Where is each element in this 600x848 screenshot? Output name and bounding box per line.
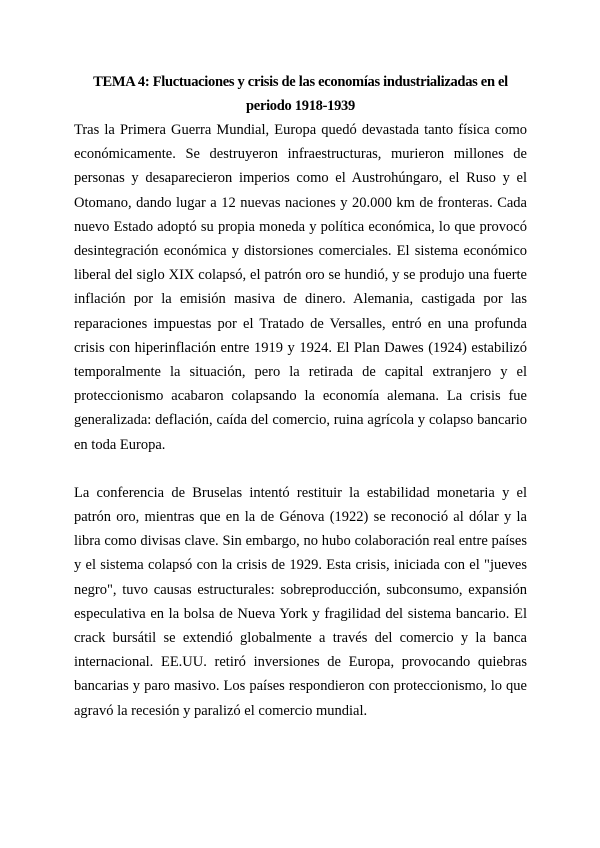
document-title: TEMA 4: Fluctuaciones y crisis de las economías industrializadas en el periodo 1918-1939 [93,74,508,114]
paragraph-postwar-europe: Tras la Primera Guerra Mundial, Europa quedó devastada tanto física como económicamente. Se destruyeron infraestructuras, murieron millones de personas y desaparecieron imperios como el Austrohúngaro, el Ruso y el Otomano, dando lugar a 12 nuevas naciones y 20.000 km de fronteras. Cada nuevo Estado adoptó su propia moneda y política económica, lo que provocó desintegración económica y distorsiones comerciales. El sistema económico liberal del siglo XIX colapsó, el patrón oro se hundió, y se produjo una fuerte inflación por la emisión masiva de dinero. Alemania, castigada por las reparaciones impuestas por el Tratado de Versalles, entró en una profunda crisis con hiperinflación entre 1919 y 1924. El Plan Dawes (1924) estabilizó temporalmente la situación, pero la retirada de capital extranjero y el proteccionismo acabaron colapsando la economía alemana. La crisis fue generalizada: deflación, caída del comercio, ruina agrícola y colapso bancario en toda Europa. [74,122,527,453]
document-page [74,70,527,723]
paragraph-1929-crisis: La conferencia de Bruselas intentó restituir la estabilidad monetaria y el patrón oro, mientras que en la de Génova (1922) se reconoció al dólar y la libra como divisas clave. Sin embargo, no hubo colaboración real entre países y el sistema colapsó con la crisis de 1929. Esta crisis, iniciada con el "jueves negro", tuvo causas estructurales: sobreproducción, subconsumo, expansión especulativa en la bolsa de Nueva York y fragilidad del sistema bancario. El crack bursátil se extendió globalmente a través del comercio y la banca internacional. EE.UU. retiró inversiones de Europa, provocando quiebras bancarias y paro masivo. Los países respondieron con proteccionismo, lo que agravó la recesión y paralizó el comercio mundial. [74,484,527,719]
